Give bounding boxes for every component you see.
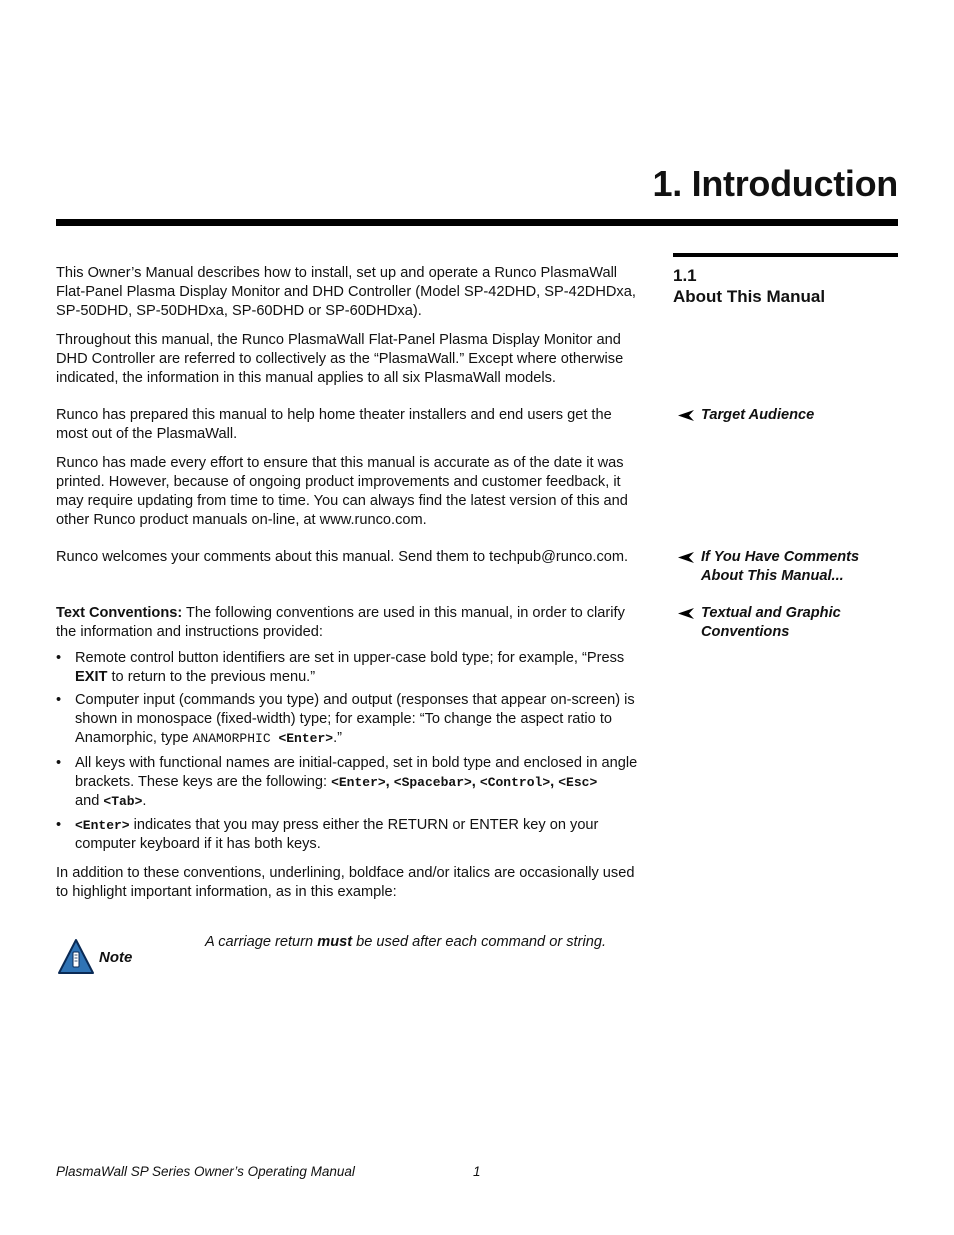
footer-manual-title: PlasmaWall SP Series Owner’s Operating Manual	[56, 1164, 355, 1179]
text-fragment: to return to the previous menu.”	[107, 669, 316, 685]
list-item	[56, 649, 656, 687]
sidenote-label: If You Have Comments	[701, 549, 860, 565]
text-line: most out of the PlasmaWall.	[56, 426, 238, 442]
text-line: Remote control button identifiers are set in upper-case bold type; for example, “Press	[75, 650, 625, 666]
separator: ,	[550, 774, 559, 790]
button-identifier-example: EXIT	[75, 669, 108, 685]
section-rule	[673, 253, 898, 257]
bullet-marker: •	[56, 755, 62, 771]
text-line	[56, 604, 656, 623]
text-line: may require updating from time to time. You can always find the latest version of this and	[56, 493, 628, 509]
key-name: <Control>	[479, 775, 551, 790]
text-line: the information and instructions provided:	[56, 624, 323, 640]
intro-paragraph	[56, 264, 656, 321]
sidenote-label: Target Audience	[701, 407, 815, 423]
text-fragment: .	[142, 793, 147, 809]
command-example: ANAMORPHIC	[192, 731, 271, 746]
comments-paragraph	[56, 548, 656, 567]
text-conventions-paragraph	[56, 604, 656, 642]
text-fragment: brackets. These keys are the following:	[75, 774, 332, 790]
text-line: other Runco product manuals on-line, at www.runco.com.	[56, 512, 427, 528]
text-fragment: .”	[333, 730, 342, 746]
arrow-left-icon	[678, 552, 694, 563]
footer-page-number: 1	[473, 1164, 481, 1179]
key-name: <Enter>	[331, 775, 386, 790]
target-audience-paragraph	[56, 406, 656, 444]
key-name: <Esc>	[558, 775, 598, 790]
text-fragment: and	[75, 793, 104, 809]
text-line: In addition to these conventions, underlining, boldface and/or italics are occasionally used	[56, 865, 635, 881]
section-title: About This Manual	[673, 287, 826, 306]
text-line: indicated, the information in this manual applies to all six PlasmaWall models.	[56, 370, 556, 386]
arrow-left-icon	[678, 410, 694, 421]
note-label: Note	[99, 949, 133, 966]
list-item	[56, 816, 656, 854]
list-item-body	[56, 691, 656, 748]
text-line: DHD Controller are referred to collectively as the “PlasmaWall.” Except where otherwise	[56, 351, 624, 367]
text-line: All keys with functional names are initial-capped, set in bold type and enclosed in angle	[75, 755, 638, 771]
text-line: computer keyboard if it has both keys.	[75, 836, 321, 852]
separator: ,	[385, 774, 394, 790]
key-name: <Enter>	[278, 731, 334, 746]
text-line: Flat-Panel Plasma Display Monitor and DHD Controller (Model SP-42DHD, SP-42DHDxa,	[56, 284, 636, 300]
text-line: Computer input (commands you type) and output (responses that appear on-screen) is	[75, 692, 635, 708]
text-line: Runco has made every effort to ensure that this manual is accurate as of the date it was	[56, 455, 624, 471]
list-item	[56, 754, 656, 811]
sidenote-target-audience	[678, 406, 814, 425]
note-text	[205, 934, 606, 950]
bullet-marker: •	[56, 817, 62, 833]
text-line	[75, 773, 656, 792]
sidenote-conventions	[678, 604, 841, 642]
key-name: <Tab>	[103, 794, 143, 809]
accuracy-paragraph	[56, 454, 656, 530]
bullet-marker: •	[56, 650, 62, 666]
collective-name-paragraph	[56, 331, 656, 388]
sidenote-label: About This Manual...	[701, 568, 844, 584]
chapter-title: 1. Introduction	[652, 163, 898, 204]
note-icon	[57, 938, 95, 976]
sidenote-label: Conventions	[701, 624, 790, 640]
text-line	[75, 816, 656, 835]
section-number: 1.1	[673, 266, 697, 285]
sidenote-label: Textual and Graphic	[701, 605, 841, 621]
key-name: <Enter>	[75, 818, 130, 833]
text-conventions-lead: Text Conventions:	[56, 605, 183, 621]
text-line: Runco has prepared this manual to help home theater installers and end users get the	[56, 407, 612, 423]
text-line: Runco welcomes your comments about this manual. Send them to techpub@runco.com.	[56, 549, 629, 565]
separator: ,	[471, 774, 480, 790]
text-fragment: indicates that you may press either the RETURN or ENTER key on your	[129, 817, 599, 833]
text-line: This Owner’s Manual describes how to install, set up and operate a Runco PlasmaWall	[56, 265, 618, 281]
list-item-body	[56, 816, 656, 854]
chapter-rule	[56, 219, 898, 226]
text-line	[75, 729, 656, 748]
text-line	[75, 792, 656, 811]
text-line: shown in monospace (fixed-width) type; for example: “To change the aspect ratio to	[75, 711, 613, 727]
arrow-left-icon	[678, 608, 694, 619]
emphasis-word: must	[317, 934, 353, 950]
text-line: Throughout this manual, the Runco PlasmaWall Flat-Panel Plasma Display Monitor and	[56, 332, 621, 348]
list-item	[56, 691, 656, 748]
text-fragment: The following conventions are used in this manual, in order to clarify	[182, 605, 625, 621]
bullet-marker: •	[56, 692, 62, 708]
list-item-body	[56, 649, 656, 687]
text-line: SP-50DHD, SP-50DHDxa, SP-60DHD or SP-60DHDxa).	[56, 303, 422, 319]
text-line: printed. However, because of ongoing product improvements and customer feedback, it	[56, 474, 621, 490]
text-fragment: Anamorphic, type	[75, 730, 193, 746]
sidenote-comments	[678, 548, 859, 586]
list-item-body	[56, 754, 656, 811]
emphasis-paragraph	[56, 864, 656, 902]
text-fragment: A carriage return	[205, 934, 318, 950]
key-name: <Spacebar>	[393, 775, 472, 790]
text-line	[75, 668, 656, 687]
text-fragment: be used after each command or string.	[352, 934, 606, 950]
text-line: to highlight important information, as in this example:	[56, 884, 397, 900]
